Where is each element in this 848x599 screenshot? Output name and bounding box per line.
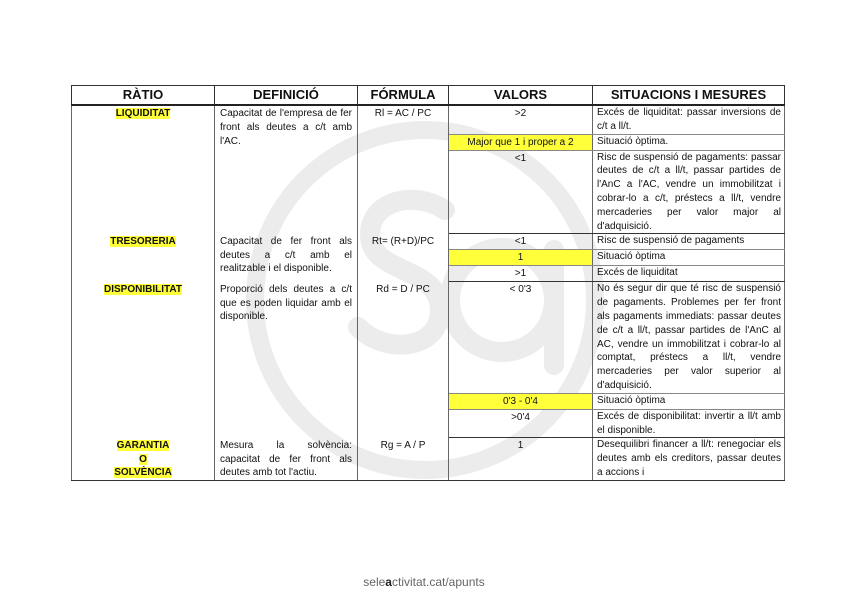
- ratio-name-line-1: GARANTIA: [116, 439, 170, 451]
- value-cell: < 0'3: [449, 282, 593, 393]
- situation-cell: No és segur dir que té risc de suspensió de pagaments. Problemes per fer front als pagaments immediats: passar deutes de c/t a ll/t, passar partides de l'AnC al AC, vendre un immobilitzat i cobrar-lo al comptat, préstecs a ll/t, vendre mercaderies per valor superior al d'adquisició.: [593, 282, 785, 393]
- ratio-name-cell: [72, 234, 215, 282]
- ratio-name: DISPONIBILITAT: [104, 283, 182, 295]
- situation-cell: Situació òptima.: [593, 134, 785, 150]
- situation-cell: Excés de liquiditat: [593, 266, 785, 282]
- ratio-formula: Rg = A / P: [358, 438, 449, 481]
- ratio-name-cell: [72, 282, 215, 438]
- table-row: [72, 438, 785, 481]
- value-cell: >0'4: [449, 409, 593, 438]
- ratio-definition: Capacitat de fer front als deutes a c/t amb el realitzable i el disponible.: [215, 234, 358, 282]
- header-formula: FÓRMULA: [358, 86, 449, 106]
- value-cell: >2: [449, 105, 593, 134]
- table-row: [72, 234, 785, 250]
- ratio-name: TRESORERIA: [110, 235, 176, 247]
- situation-cell: Desequilibri financer a ll/t: renegociar els deutes amb els creditors, passar deutes a accions i: [593, 438, 785, 481]
- footer-link[interactable]: [0, 575, 848, 589]
- table-row: [72, 105, 785, 134]
- ratio-definition: Proporció dels deutes a c/t que es poden liquidar amb el disponible.: [215, 282, 358, 438]
- ratio-name-cell: [72, 438, 215, 481]
- situation-cell: Excés de liquiditat: passar inversions de c/t a ll/t.: [593, 105, 785, 134]
- value-cell: 0'3 - 0'4: [449, 393, 593, 409]
- ratio-definition: Capacitat de l'empresa de fer front als deutes a c/t amb l'AC.: [215, 105, 358, 234]
- header-situations: SITUACIONS I MESURES: [593, 86, 785, 106]
- ratio-name: LIQUIDITAT: [115, 108, 171, 119]
- value-cell: <1: [449, 150, 593, 234]
- footer-text-bold: a: [385, 575, 392, 589]
- header-definition: DEFINICIÓ: [215, 86, 358, 106]
- situation-cell: Situació òptima: [593, 250, 785, 266]
- ratio-formula: Rd = D / PC: [358, 282, 449, 438]
- header-row: [72, 86, 785, 106]
- value-cell: Major que 1 i proper a 2: [449, 134, 593, 150]
- table-row: [72, 282, 785, 393]
- ratio-name-line-2: O: [139, 453, 147, 465]
- value-cell: 1: [449, 250, 593, 266]
- footer-text-post: ctivitat.cat/apunts: [391, 575, 485, 589]
- value-cell: >1: [449, 266, 593, 282]
- header-values: VALORS: [449, 86, 593, 106]
- footer-text-pre: sele: [363, 575, 386, 589]
- header-ratio: RÀTIO: [72, 86, 215, 106]
- ratio-formula: Rl = AC / PC: [358, 105, 449, 234]
- ratios-table: [71, 85, 785, 481]
- ratio-name-line-3: SOLVÈNCIA: [114, 467, 172, 479]
- value-cell: 1: [449, 438, 593, 481]
- situation-cell: Risc de suspensió de pagaments: passar deutes de c/t a ll/t, passar partides de l'AnC a l'AC, vendre un immobilitzat i cobrar-lo a c/t, préstecs a ll/t, vendre mercaderies per valor major al d'adquisició.: [593, 150, 785, 234]
- ratio-definition: Mesura la solvència: capacitat de fer front als deutes amb tot l'actiu.: [215, 438, 358, 481]
- ratio-formula: Rt= (R+D)/PC: [358, 234, 449, 282]
- situation-cell: Risc de suspensió de pagaments: [593, 234, 785, 250]
- value-cell: <1: [449, 234, 593, 250]
- ratio-name-cell: [72, 105, 215, 234]
- situation-cell: Situació òptima: [593, 393, 785, 409]
- situation-cell: Excés de disponibilitat: invertir a ll/t amb el disponible.: [593, 409, 785, 438]
